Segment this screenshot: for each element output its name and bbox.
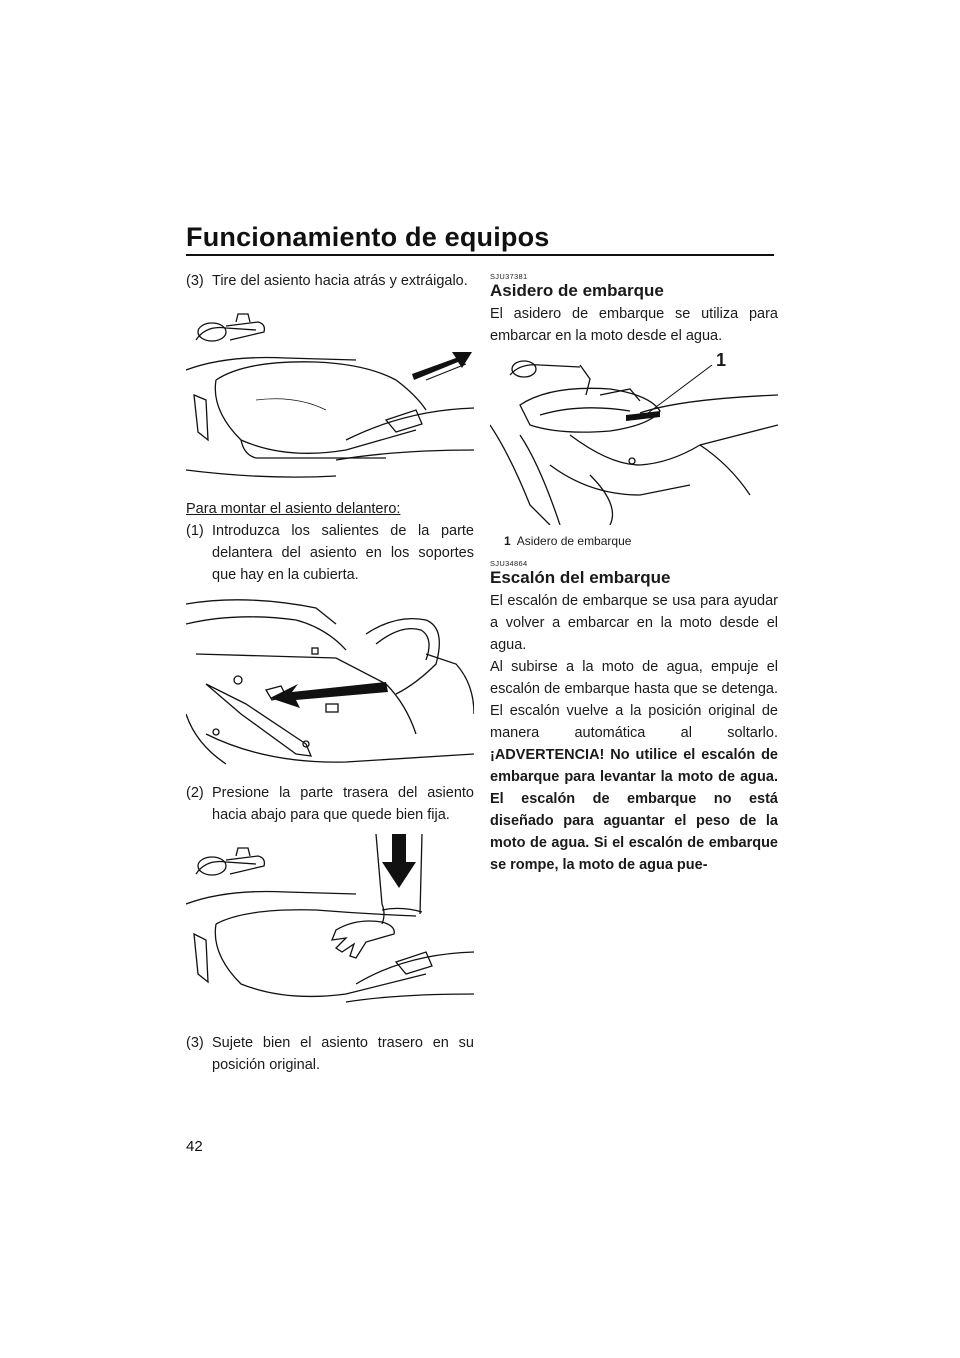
title-rule xyxy=(186,254,774,256)
caption-number: 1 xyxy=(504,534,511,548)
section-code: SJU37381 xyxy=(490,272,528,281)
figure-caption xyxy=(504,533,778,549)
step-text: Introduzca los salientes de la parte delantera del asiento en los soportes que hay en la cubierta. xyxy=(212,523,474,583)
seat-install-front-illustration xyxy=(186,594,474,774)
step-number: (3) xyxy=(186,1035,204,1051)
step-number: (1) xyxy=(186,523,204,539)
section-text-2 xyxy=(490,656,778,876)
step-2 xyxy=(186,782,474,826)
section-code: SJU34864 xyxy=(490,559,528,568)
section-body: Al subirse a la moto de agua, empuje el escalón de embarque hasta que se detenga. El escalón vuelve a la posición original de manera automática al soltarlo. xyxy=(490,659,778,741)
seat-press-illustration xyxy=(186,834,474,1024)
step-text: Sujete bien el asiento trasero en su posición original. xyxy=(212,1035,474,1073)
step-number: (2) xyxy=(186,785,204,801)
section-text: El asidero de embarque se utiliza para embarcar en la moto desde el agua. xyxy=(490,306,778,344)
subheading: Para montar el asiento delantero: xyxy=(186,501,401,517)
step-1 xyxy=(186,520,474,586)
section-heading: Escalón del embarque xyxy=(490,568,671,587)
caption-text: Asidero de embarque xyxy=(516,534,632,548)
boarding-handle-figure xyxy=(490,350,778,525)
step-text: Tire del asiento hacia atrás y extráigalo. xyxy=(212,273,468,289)
step-number: (3) xyxy=(186,273,204,289)
callout-number: 1 xyxy=(716,350,727,370)
page-title: Funcionamiento de equipos xyxy=(186,222,550,252)
boarding-handle-illustration xyxy=(490,355,778,525)
seat-removal-illustration xyxy=(186,300,474,490)
right-column xyxy=(490,270,778,876)
step-3 xyxy=(186,1032,474,1076)
page-number: 42 xyxy=(186,1138,203,1155)
step-text: Presione la parte trasera del asiento hacia abajo para que quede bien fija. xyxy=(212,785,474,823)
step-remove-3 xyxy=(186,270,474,292)
section-heading: Asidero de embarque xyxy=(490,281,664,300)
left-column xyxy=(186,270,474,1076)
section-text: El escalón de embarque se usa para ayudar a volver a embarcar en la moto desde el agua. xyxy=(490,593,778,653)
warning-text: ¡ADVERTENCIA! No utilice el escalón de embarque para levantar la moto de agua. El escalón de embarque no está diseñado para aguantar el peso de la moto de agua. Si el escalón de embarque se rompe, la moto de agua pue- xyxy=(490,747,778,873)
